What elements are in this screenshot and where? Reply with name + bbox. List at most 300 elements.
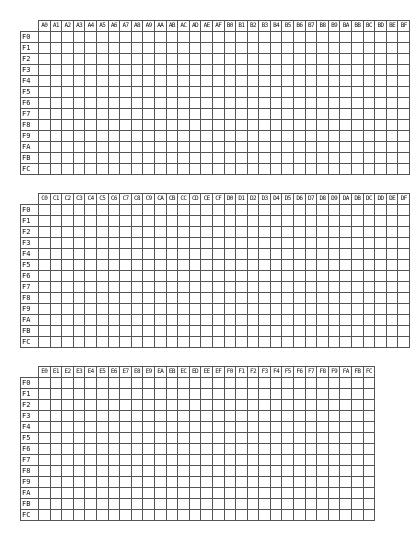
empty-cell [166,477,178,488]
empty-cell [96,164,108,175]
empty-cell [294,455,306,466]
column-header: AB [166,21,178,32]
column-header: E1 [50,367,62,378]
empty-cell [352,131,364,142]
table-row [21,304,410,315]
empty-cell [247,389,259,400]
column-header: A0 [39,21,51,32]
empty-cell [386,271,398,282]
empty-cell [50,76,62,87]
empty-cell [189,499,201,510]
empty-cell [247,411,259,422]
empty-cell [154,120,166,131]
empty-cell [85,87,97,98]
empty-cell [166,32,178,43]
empty-cell [317,32,329,43]
empty-cell [259,411,271,422]
empty-cell [270,315,282,326]
empty-cell [212,76,224,87]
empty-cell [212,109,224,120]
empty-cell [166,400,178,411]
empty-cell [294,260,306,271]
empty-cell [120,32,132,43]
empty-cell [294,293,306,304]
empty-cell [178,315,190,326]
empty-cell [39,455,51,466]
empty-cell [259,510,271,521]
empty-cell [50,54,62,65]
empty-cell [305,32,317,43]
empty-cell [120,216,132,227]
empty-cell [189,260,201,271]
row-label: FC [21,164,39,175]
empty-cell [189,455,201,466]
empty-cell [73,304,85,315]
empty-cell [143,466,155,477]
empty-cell [154,216,166,227]
empty-cell [352,510,364,521]
empty-cell [189,411,201,422]
empty-cell [305,76,317,87]
empty-cell [201,43,213,54]
empty-cell [131,433,143,444]
empty-cell [247,32,259,43]
empty-cell [108,466,120,477]
empty-cell [328,304,340,315]
empty-cell [270,337,282,348]
empty-cell [178,205,190,216]
empty-cell [166,337,178,348]
empty-cell [236,304,248,315]
empty-cell [398,282,410,293]
empty-cell [166,444,178,455]
empty-cell [50,455,62,466]
empty-cell [96,499,108,510]
empty-cell [62,249,74,260]
row-label: F0 [21,378,39,389]
empty-cell [294,411,306,422]
empty-cell [398,164,410,175]
column-header: AC [178,21,190,32]
empty-cell [120,54,132,65]
empty-cell [363,54,375,65]
empty-cell [270,455,282,466]
empty-cell [62,76,74,87]
empty-cell [363,293,375,304]
column-header: D7 [305,194,317,205]
empty-cell [398,131,410,142]
empty-cell [340,98,352,109]
row-label: F5 [21,87,39,98]
empty-cell [270,260,282,271]
empty-cell [317,271,329,282]
empty-cell [120,477,132,488]
empty-cell [39,54,51,65]
column-header-row [21,367,375,378]
empty-cell [236,98,248,109]
empty-cell [375,249,387,260]
column-header: DC [363,194,375,205]
empty-cell [224,142,236,153]
empty-cell [282,315,294,326]
empty-cell [85,142,97,153]
code-table-a0-bf [20,20,410,175]
empty-cell [143,76,155,87]
empty-cell [212,32,224,43]
empty-cell [85,227,97,238]
empty-cell [108,444,120,455]
empty-cell [50,164,62,175]
empty-cell [131,98,143,109]
empty-cell [236,131,248,142]
empty-cell [108,499,120,510]
empty-cell [259,153,271,164]
empty-cell [143,153,155,164]
empty-cell [85,510,97,521]
empty-cell [317,142,329,153]
empty-cell [62,216,74,227]
empty-cell [317,153,329,164]
empty-cell [39,153,51,164]
empty-cell [201,131,213,142]
empty-cell [398,216,410,227]
empty-cell [178,411,190,422]
empty-cell [247,378,259,389]
row-label: FB [21,153,39,164]
empty-cell [386,98,398,109]
empty-cell [270,131,282,142]
column-header: E0 [39,367,51,378]
empty-cell [39,422,51,433]
empty-cell [201,142,213,153]
empty-cell [352,433,364,444]
empty-cell [375,32,387,43]
empty-cell [62,422,74,433]
empty-cell [201,488,213,499]
empty-cell [212,216,224,227]
empty-cell [294,488,306,499]
empty-cell [131,304,143,315]
empty-cell [363,499,375,510]
empty-cell [73,76,85,87]
empty-cell [50,238,62,249]
empty-cell [294,142,306,153]
empty-cell [50,422,62,433]
empty-cell [259,488,271,499]
empty-cell [236,65,248,76]
column-header: D9 [328,194,340,205]
empty-cell [154,87,166,98]
empty-cell [62,315,74,326]
column-header: F1 [236,367,248,378]
empty-cell [317,164,329,175]
empty-cell [294,477,306,488]
empty-cell [50,304,62,315]
empty-cell [340,142,352,153]
empty-cell [352,87,364,98]
column-header: C0 [39,194,51,205]
empty-cell [201,87,213,98]
empty-cell [305,315,317,326]
empty-cell [352,32,364,43]
empty-cell [282,433,294,444]
empty-cell [73,477,85,488]
empty-cell [259,205,271,216]
empty-cell [201,249,213,260]
table-row [21,205,410,216]
column-header: F9 [328,367,340,378]
empty-cell [282,98,294,109]
row-label: F1 [21,216,39,227]
empty-cell [212,444,224,455]
empty-cell [259,304,271,315]
table-row [21,499,375,510]
empty-cell [96,444,108,455]
empty-cell [120,249,132,260]
empty-cell [270,216,282,227]
empty-cell [352,120,364,131]
column-header: DF [398,194,410,205]
row-label: F5 [21,260,39,271]
empty-cell [96,400,108,411]
empty-cell [352,378,364,389]
empty-cell [39,326,51,337]
empty-cell [178,120,190,131]
empty-cell [96,378,108,389]
empty-cell [120,400,132,411]
empty-cell [398,43,410,54]
empty-cell [62,282,74,293]
empty-cell [96,389,108,400]
empty-cell [305,54,317,65]
empty-cell [120,227,132,238]
empty-cell [212,131,224,142]
empty-cell [282,466,294,477]
empty-cell [247,76,259,87]
empty-cell [120,326,132,337]
column-header: C9 [143,194,155,205]
empty-cell [166,488,178,499]
empty-cell [189,510,201,521]
empty-cell [386,131,398,142]
empty-cell [73,378,85,389]
empty-cell [178,389,190,400]
empty-cell [85,315,97,326]
empty-cell [294,444,306,455]
empty-cell [305,153,317,164]
empty-cell [96,65,108,76]
empty-cell [398,293,410,304]
empty-cell [39,164,51,175]
empty-cell [294,43,306,54]
empty-cell [328,411,340,422]
empty-cell [247,238,259,249]
empty-cell [108,271,120,282]
empty-cell [398,260,410,271]
empty-cell [282,477,294,488]
empty-cell [386,315,398,326]
empty-cell [328,433,340,444]
column-header: F7 [305,367,317,378]
empty-cell [85,164,97,175]
empty-cell [73,227,85,238]
table-row [21,488,375,499]
empty-cell [224,400,236,411]
empty-cell [154,422,166,433]
column-header: EE [201,367,213,378]
empty-cell [270,76,282,87]
empty-cell [201,510,213,521]
empty-cell [352,260,364,271]
empty-cell [247,510,259,521]
empty-cell [131,238,143,249]
empty-cell [62,455,74,466]
empty-cell [85,120,97,131]
empty-cell [328,282,340,293]
empty-cell [39,260,51,271]
empty-cell [212,238,224,249]
empty-cell [39,249,51,260]
empty-cell [50,411,62,422]
empty-cell [270,227,282,238]
empty-cell [317,120,329,131]
empty-cell [294,238,306,249]
column-header: D0 [224,194,236,205]
column-header: A3 [73,21,85,32]
empty-cell [143,293,155,304]
empty-cell [143,337,155,348]
empty-cell [189,87,201,98]
empty-cell [85,389,97,400]
empty-cell [108,43,120,54]
column-header: B5 [282,21,294,32]
empty-cell [178,43,190,54]
empty-cell [73,510,85,521]
empty-cell [62,98,74,109]
empty-cell [224,216,236,227]
empty-cell [201,378,213,389]
empty-cell [340,444,352,455]
table-row [21,466,375,477]
empty-cell [328,477,340,488]
empty-cell [247,444,259,455]
empty-cell [328,499,340,510]
empty-cell [143,411,155,422]
empty-cell [224,422,236,433]
empty-cell [131,293,143,304]
empty-cell [62,205,74,216]
empty-cell [108,422,120,433]
column-header: BD [375,21,387,32]
empty-cell [328,216,340,227]
empty-cell [39,120,51,131]
empty-cell [236,499,248,510]
empty-cell [108,131,120,142]
column-header: B1 [236,21,248,32]
empty-cell [398,153,410,164]
empty-cell [259,43,271,54]
empty-cell [73,422,85,433]
empty-cell [201,216,213,227]
empty-cell [189,164,201,175]
empty-cell [328,389,340,400]
column-header: B0 [224,21,236,32]
empty-cell [50,142,62,153]
corner-cell [21,21,39,32]
table-row [21,238,410,249]
table-row [21,43,410,54]
empty-cell [50,98,62,109]
empty-cell [328,98,340,109]
empty-cell [50,326,62,337]
empty-cell [386,304,398,315]
empty-cell [143,120,155,131]
empty-cell [96,488,108,499]
empty-cell [85,422,97,433]
empty-cell [224,76,236,87]
empty-cell [166,326,178,337]
empty-cell [39,411,51,422]
empty-cell [212,249,224,260]
column-header: A5 [96,21,108,32]
empty-cell [270,238,282,249]
empty-cell [96,477,108,488]
empty-cell [317,293,329,304]
empty-cell [108,488,120,499]
empty-cell [96,271,108,282]
empty-cell [386,249,398,260]
empty-cell [154,54,166,65]
empty-cell [305,304,317,315]
empty-cell [375,164,387,175]
empty-cell [85,411,97,422]
empty-cell [363,76,375,87]
empty-cell [201,164,213,175]
empty-cell [294,510,306,521]
empty-cell [178,304,190,315]
empty-cell [236,477,248,488]
empty-cell [352,400,364,411]
empty-cell [154,32,166,43]
empty-cell [398,315,410,326]
empty-cell [340,249,352,260]
column-header: D2 [247,194,259,205]
empty-cell [154,142,166,153]
empty-cell [224,164,236,175]
empty-cell [62,293,74,304]
empty-cell [224,389,236,400]
empty-cell [154,400,166,411]
empty-cell [294,216,306,227]
empty-cell [120,98,132,109]
empty-cell [305,65,317,76]
empty-cell [73,120,85,131]
empty-cell [166,131,178,142]
column-header: C8 [131,194,143,205]
empty-cell [85,433,97,444]
empty-cell [62,164,74,175]
empty-cell [143,109,155,120]
empty-cell [143,400,155,411]
empty-cell [154,466,166,477]
empty-cell [386,293,398,304]
column-header: C5 [96,194,108,205]
column-header: C3 [73,194,85,205]
empty-cell [73,389,85,400]
empty-cell [85,54,97,65]
empty-cell [317,378,329,389]
empty-cell [375,87,387,98]
